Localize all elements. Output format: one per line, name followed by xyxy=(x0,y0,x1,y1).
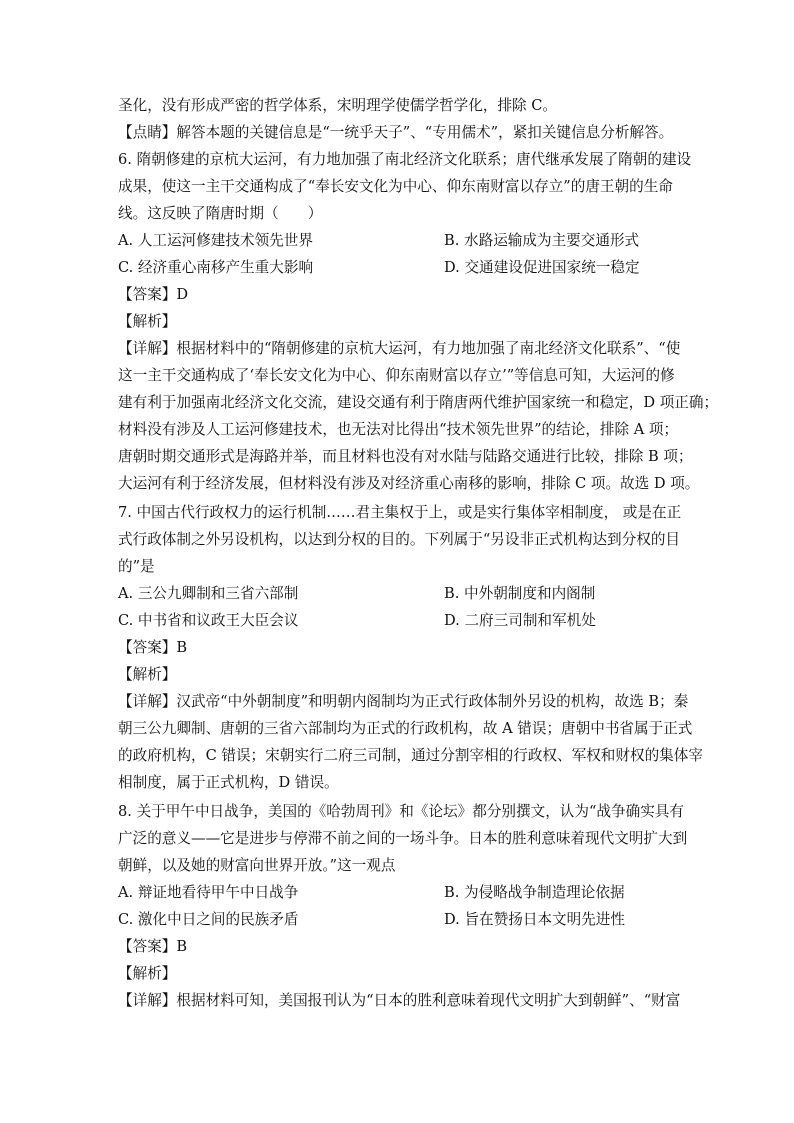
q7-detail-line: 的政府机构，C 错误；宋朝实行二府三司制，通过分割宰相的行政权、军权和财权的集体宰 xyxy=(118,747,703,764)
q6-option-a: A. 人工运河修建技术领先世界 xyxy=(118,232,313,249)
q8-option-b: B. 为侵略战争制造理论依据 xyxy=(444,884,625,901)
q7-option-a: A. 三公九卿制和三省六部制 xyxy=(118,585,299,602)
question-6-stem: 成果，使这一主干交通构成了“奉长安文化为中心、仰东南财富以存立”的唐王朝的生命 xyxy=(118,178,673,195)
question-6-stem: 线。这反映了隋唐时期（ ） xyxy=(118,205,323,222)
q6-detail-line: 建有利于加强南北经济文化交流，建设交通有利于隋唐两代维护国家统一和稳定，D 项正确； xyxy=(118,394,719,411)
question-8-stem: 8. 关于甲午中日战争，美国的《哈勃周刊》和《论坛》都分别撰文，认为“战争确实具有 xyxy=(118,803,684,820)
q7-detail-line: 【详解】汉武帝“中外朝制度”和明朝内阁制均为正式行政体制外另设的机构，故选 B；秦 xyxy=(118,693,689,710)
q8-option-d: D. 旨在赞扬日本文明先进性 xyxy=(444,911,625,928)
q8-option-a: A. 辩证地看待甲午中日战争 xyxy=(118,884,299,901)
q7-option-c: C. 中书省和议政王大臣会议 xyxy=(118,612,299,629)
question-8-stem: 朝鲜，以及她的财富向世界开放。”这一观点 xyxy=(118,857,396,874)
q7-option-d: D. 二府三司制和军机处 xyxy=(444,612,596,629)
q7-detail-line: 朝三公九卿制、唐朝的三省六部制均为正式的行政机构，故 A 错误；唐朝中书省属于正式 xyxy=(118,720,693,737)
q6-option-c: C. 经济重心南移产生重大影响 xyxy=(118,259,314,276)
q7-option-b: B. 中外朝制度和内阁制 xyxy=(444,585,596,602)
q8-answer: 【答案】B xyxy=(118,938,188,955)
q6-detail-line: 这一主干交通构成了‘奉长安文化为中心、仰东南财富以存立’”等信息可知，大运河的修 xyxy=(118,367,675,384)
q8-analysis-label: 【解析】 xyxy=(118,965,177,982)
q7-answer: 【答案】B xyxy=(118,639,188,656)
q7-analysis-label: 【解析】 xyxy=(118,666,177,683)
q6-analysis-label: 【解析】 xyxy=(118,313,177,330)
question-6-stem: 6. 隋朝修建的京杭大运河，有力地加强了南北经济文化联系；唐代继承发展了隋朝的建设 xyxy=(118,151,692,168)
q6-detail-line: 【详解】根据材料中的“隋朝修建的京杭大运河，有力地加强了南北经济文化联系”、“使 xyxy=(118,340,681,357)
question-8-stem: 广泛的意义——它是进步与停滞不前之间的一场斗争。日本的胜利意味着现代文明扩大到 xyxy=(118,830,688,847)
q8-option-c: C. 激化中日之间的民族矛盾 xyxy=(118,911,299,928)
question-7-stem: 的”是 xyxy=(118,558,155,575)
q6-detail-line: 大运河有利于经济发展，但材料没有涉及对经济重心南移的影响，排除 C 项。故选 D 项。 xyxy=(118,475,700,492)
tip-line: 【点睛】解答本题的关键信息是“一统乎天子”、“专用儒术”，紧扣关键信息分析解答。 xyxy=(118,124,674,141)
q6-option-d: D. 交通建设促进国家统一稳定 xyxy=(444,259,640,276)
q8-detail-line: 【详解】根据材料可知，美国报刊认为“日本的胜利意味着现代文明扩大到朝鲜”、“财富 xyxy=(118,992,681,1009)
q6-option-b: B. 水路运输成为主要交通形式 xyxy=(444,232,640,249)
q6-detail-line: 唐朝时期交通形式是海路并举，而且材料也没有对水陆与陆路交通进行比较，排除 B 项； xyxy=(118,448,693,465)
question-7-stem: 式行政体制之外另设机构，以达到分权的目的。下列属于“另设非正式机构达到分权的目 xyxy=(118,531,681,548)
q7-detail-line: 相制度，属于正式机构，D 错误。 xyxy=(118,774,339,791)
q6-answer: 【答案】D xyxy=(118,286,189,303)
question-7-stem: 7. 中国古代行政权力的运行机制……君主集权于上，或是实行集体宰相制度， 或是在正 xyxy=(118,504,682,521)
text-line: 圣化，没有形成严密的哲学体系，宋明理学使儒学哲学化，排除 C。 xyxy=(118,97,558,114)
q6-detail-line: 材料没有涉及人工运河修建技术，也无法对比得出“技术领先世界”的结论，排除 A 项； xyxy=(118,421,679,438)
